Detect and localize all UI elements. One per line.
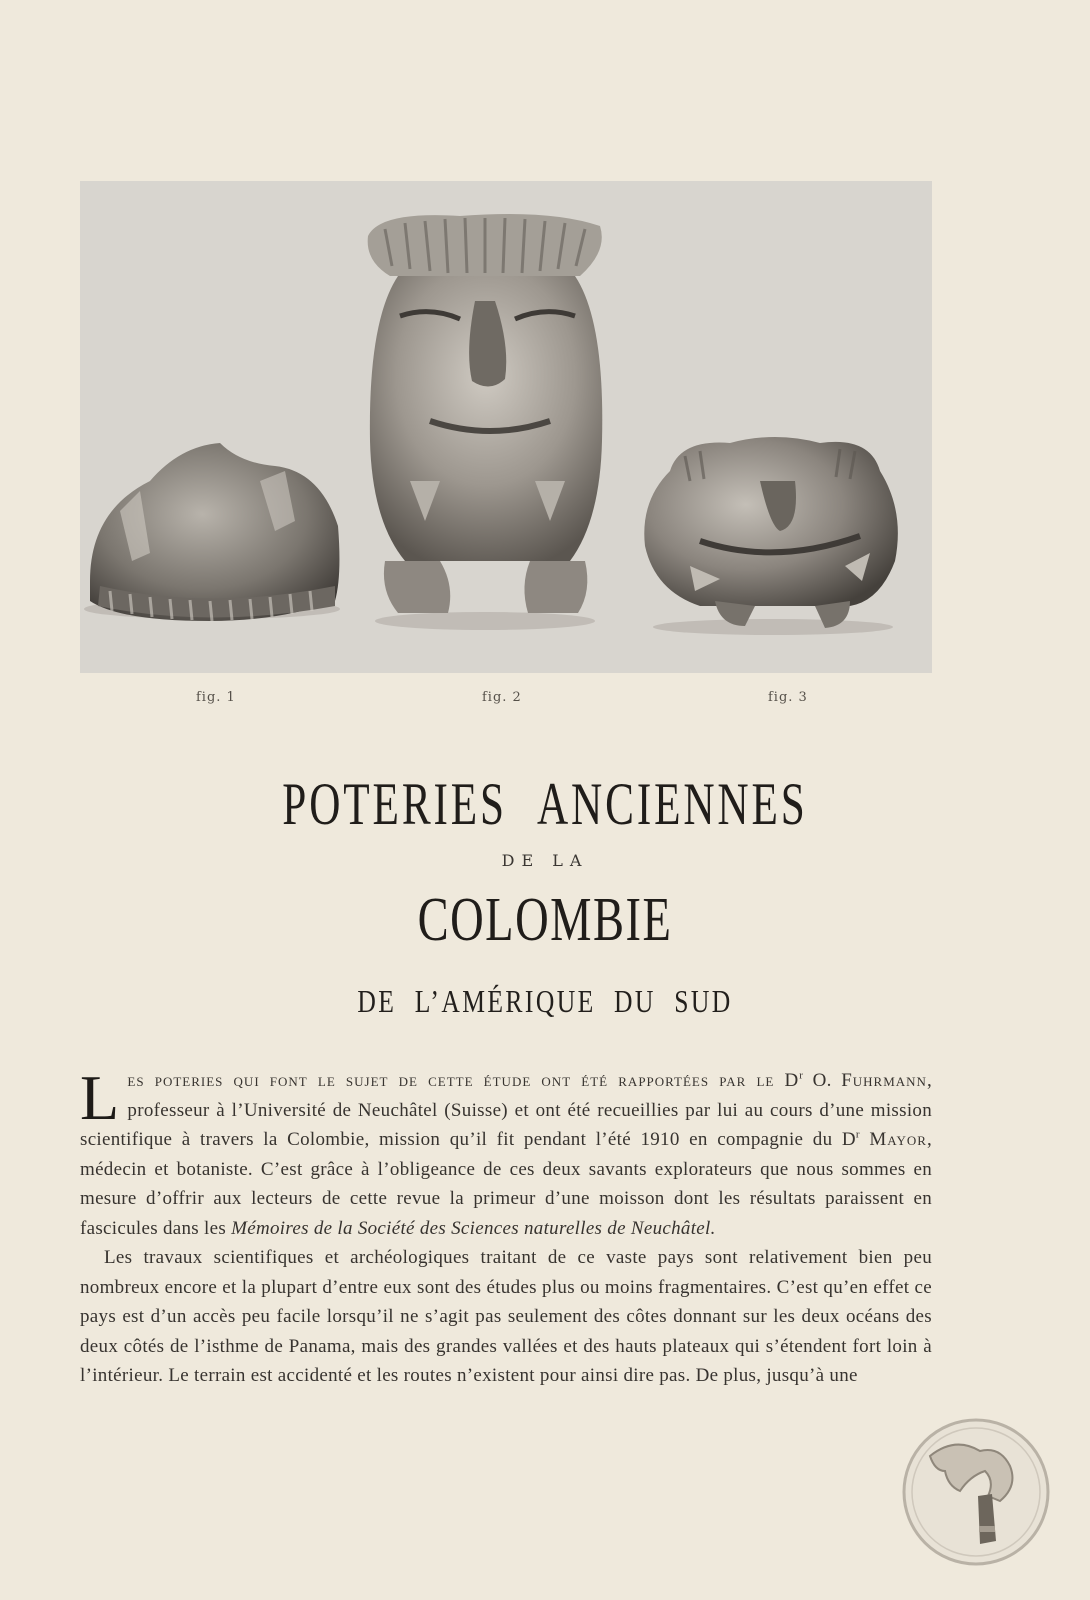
article-subtitle: DE L’AMÉRIQUE DU SUD	[357, 983, 733, 1019]
superscript-r-1: r	[799, 1069, 804, 1082]
paragraph-1-text-c: , professeur à l’Université de Neuchâtel (Suisse) et ont été recueillies par lui au cours d’une mission scientifique à travers la Colombie, mission qu’il fit pendant l’été 1910 en compagnie du D	[80, 1070, 932, 1150]
publication-title: Mémoires de la Société des Sciences naturelles de Neuchâtel.	[231, 1217, 716, 1239]
article-title: POTERIES ANCIENNES	[282, 771, 808, 837]
drop-cap: L	[80, 1062, 120, 1133]
paragraph-1-text-b: O.	[803, 1070, 842, 1091]
photo-plate	[80, 181, 932, 673]
paragraph-1	[80, 1062, 932, 1243]
title-connector: DE LA	[501, 851, 589, 870]
author-name-fuhrmann: Fuhrmann	[841, 1070, 927, 1091]
author-name-mayor: Mayor	[869, 1129, 927, 1150]
figure-caption-1: fig. 1	[196, 690, 236, 705]
paragraph-1-opening: es poteries qui font le sujet de cette étude ont été rapportées par le D	[127, 1070, 800, 1091]
paragraph-1-text-d	[860, 1129, 870, 1150]
paragraph-2: Les travaux scientifiques et archéologiques traitant de ce vaste pays sont relativement bien peu nombreux encore et la plupart d’entre eux sont des études plus ou moins fragmentaires. C’est qu’en effet ce pays est d’un accès peu facile lorsqu’il ne s’agit pas seulement des côtes donnant sur les deux océans des deux côtés de l’isthme de Panama, mais des grandes vallées et des hauts plateaux qui s’étendent fort loin à l’intérieur. Le terrain est accidenté et les routes n’existent pour ainsi dire pas. De plus, jusqu’à une	[80, 1247, 932, 1386]
pottery-photograph	[80, 181, 932, 673]
figure-caption-3: fig. 3	[768, 690, 808, 705]
article-body	[80, 1062, 932, 1391]
hand-holding-key-stamp-icon	[900, 1416, 1052, 1568]
superscript-r-2: r	[855, 1128, 860, 1141]
paragraph-1-text-e: , médecin et botaniste. C’est grâce à l’obligeance de ces deux savants explorateurs que nous sommes en mesure d’offrir aux lecteurs de cette revue la primeur d’une moisson dont les résultats paraissent en fascicules dans les	[80, 1129, 932, 1239]
title-country: COLOMBIE	[417, 886, 673, 954]
figure-caption-2: fig. 2	[482, 690, 522, 705]
